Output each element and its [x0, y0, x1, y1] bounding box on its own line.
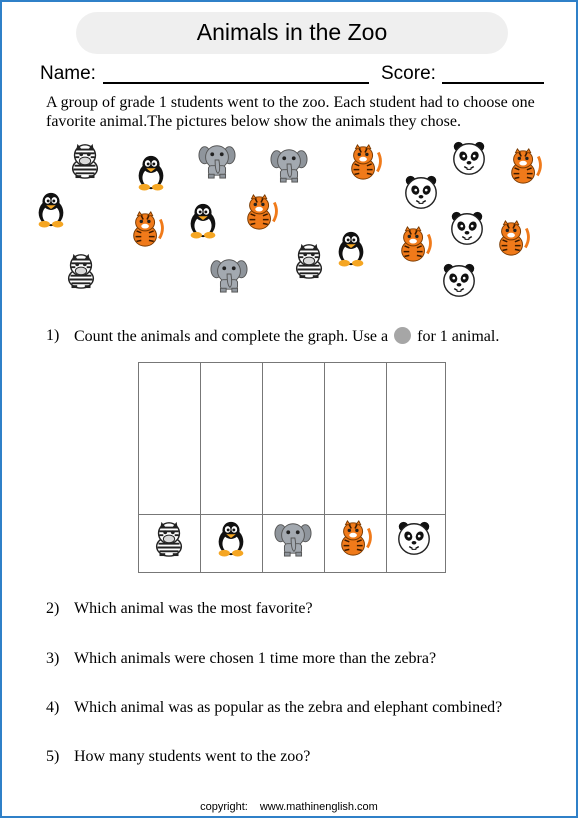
question-text: Which animal was as popular as the zebra and elephant combined?	[74, 699, 503, 716]
intro-text: A group of grade 1 students went to the zoo. Each student had to choose one favorite animal.The pictures below show the animals they chose.	[46, 94, 535, 130]
zebra-icon	[66, 140, 104, 180]
penguin-icon	[32, 189, 70, 229]
elephant-icon	[270, 144, 308, 184]
panda-icon	[448, 208, 486, 248]
copyright-label: copyright:	[200, 801, 248, 813]
graph-column-zebra[interactable]	[139, 363, 201, 572]
question-text: Which animals were chosen 1 time more than the zebra?	[74, 650, 437, 667]
elephant-icon	[274, 518, 312, 558]
panda-icon	[440, 260, 478, 300]
score-label: Score:	[381, 63, 436, 84]
zebra-icon	[150, 518, 188, 558]
penguin-icon	[332, 228, 370, 268]
name-field[interactable]	[103, 82, 369, 84]
zebra-icon	[62, 250, 100, 290]
question-number: 3)	[46, 650, 60, 667]
penguin-icon	[184, 200, 222, 240]
question-3	[46, 650, 526, 670]
tiger-icon	[336, 518, 374, 558]
penguin-icon	[132, 152, 170, 192]
question-number: 5)	[46, 748, 60, 765]
question-number: 1)	[46, 327, 60, 344]
tiger-icon	[396, 224, 434, 264]
question-4	[46, 699, 526, 719]
title-banner	[76, 12, 508, 54]
gray-dot-icon	[394, 327, 411, 344]
elephant-icon	[198, 140, 236, 180]
question-2	[46, 600, 526, 620]
question-1	[46, 327, 526, 347]
tiger-icon	[346, 142, 384, 182]
graph-column-tiger[interactable]	[325, 363, 387, 572]
tiger-icon	[494, 218, 532, 258]
penguin-icon	[212, 518, 250, 558]
zebra-icon	[290, 240, 328, 280]
question-number: 4)	[46, 699, 60, 716]
question-text: Count the animals and complete the graph. Use a	[74, 328, 389, 345]
question-text-end: for 1 animal.	[417, 328, 500, 345]
elephant-icon	[210, 254, 248, 294]
graph-column-panda[interactable]	[387, 363, 445, 572]
graph-column-penguin[interactable]	[201, 363, 263, 572]
website-link[interactable]: www.mathinenglish.com	[259, 801, 378, 813]
question-text: Which animal was the most favorite?	[74, 600, 313, 617]
page-title: Animals in the Zoo	[196, 19, 388, 45]
picture-graph	[138, 362, 446, 573]
tiger-icon	[506, 146, 544, 186]
score-field[interactable]	[442, 82, 544, 84]
question-text: How many students went to the zoo?	[74, 748, 311, 765]
tiger-icon	[242, 192, 280, 232]
panda-icon	[450, 138, 488, 178]
question-number: 2)	[46, 600, 60, 617]
panda-icon	[395, 518, 433, 558]
name-label: Name:	[40, 63, 96, 84]
panda-icon	[402, 172, 440, 212]
graph-column-elephant[interactable]	[263, 363, 325, 572]
question-5	[46, 748, 526, 768]
tiger-icon	[128, 209, 166, 249]
footer	[2, 801, 576, 813]
